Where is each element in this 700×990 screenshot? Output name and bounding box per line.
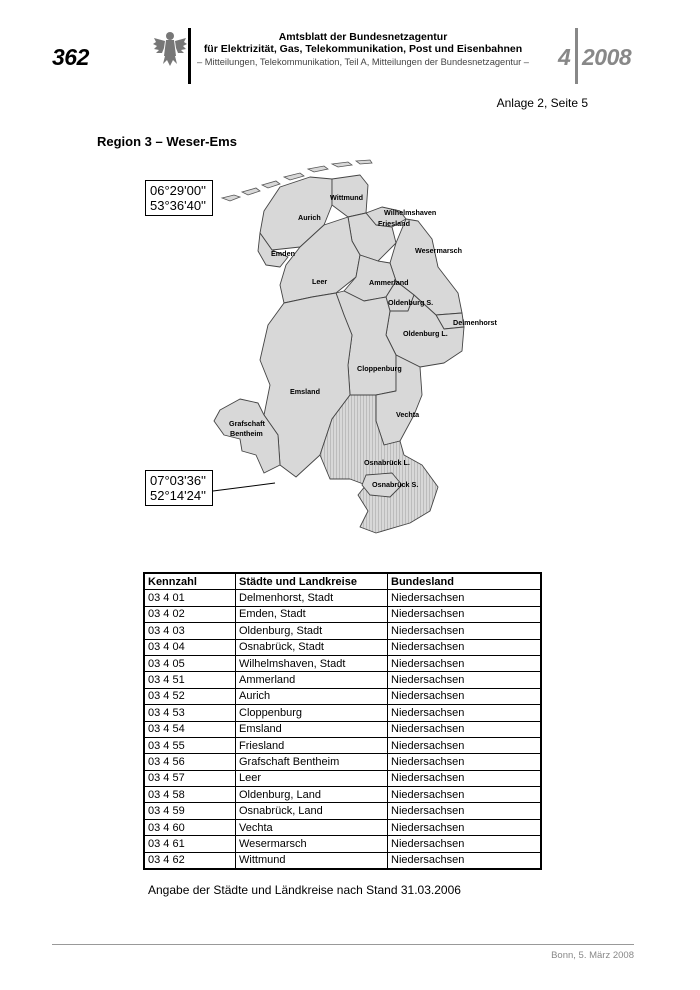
table-row — [144, 836, 541, 852]
cell-kennzahl: 03 4 61 — [144, 836, 236, 852]
table-row — [144, 688, 541, 704]
journal-title-line2: für Elektrizität, Gas, Telekommunikation, Post und Eisenbahnen — [203, 43, 523, 55]
map-label-wesermarsch: Wesermarsch — [415, 246, 463, 255]
cell-name: Osnabrück, Stadt — [236, 639, 388, 655]
cell-name: Leer — [236, 770, 388, 786]
cell-bundesland: Niedersachsen — [388, 655, 542, 671]
cell-name: Aurich — [236, 688, 388, 704]
map-label-friesland: Friesland — [378, 219, 410, 228]
cell-name: Friesland — [236, 737, 388, 753]
coordinate-box-northwest — [145, 180, 213, 216]
table-row — [144, 787, 541, 803]
header-staedte-landkreise: Städte und Landkreise — [236, 573, 388, 590]
federal-eagle-icon — [152, 26, 188, 70]
cell-name: Cloppenburg — [236, 705, 388, 721]
cell-bundesland: Niedersachsen — [388, 836, 542, 852]
journal-subtitle: – Mitteilungen, Telekommunikation, Teil A, Mitteilungen der Bundesnetzagentur – — [197, 57, 529, 67]
cell-bundesland: Niedersachsen — [388, 819, 542, 835]
cell-name: Vechta — [236, 819, 388, 835]
coordinate-nw-lat: 53°36'40'' — [150, 198, 207, 213]
table-header-row — [144, 573, 541, 590]
table-row — [144, 721, 541, 737]
header-divider — [188, 28, 191, 84]
cell-bundesland: Niedersachsen — [388, 688, 542, 704]
table-row — [144, 590, 541, 606]
cell-bundesland: Niedersachsen — [388, 754, 542, 770]
map-label-vechta: Vechta — [396, 410, 420, 419]
coordinate-se-lon: 07°03'36'' — [150, 473, 207, 488]
cell-kennzahl: 03 4 01 — [144, 590, 236, 606]
cell-kennzahl: 03 4 59 — [144, 803, 236, 819]
cell-kennzahl: 03 4 56 — [144, 754, 236, 770]
cell-bundesland: Niedersachsen — [388, 737, 542, 753]
cell-kennzahl: 03 4 02 — [144, 606, 236, 622]
cell-name: Wesermarsch — [236, 836, 388, 852]
cell-kennzahl: 03 4 55 — [144, 737, 236, 753]
header-kennzahl: Kennzahl — [144, 573, 236, 590]
cell-name: Oldenburg, Land — [236, 787, 388, 803]
cell-name: Wittmund — [236, 852, 388, 869]
cell-kennzahl: 03 4 62 — [144, 852, 236, 869]
cell-name: Grafschaft Bentheim — [236, 754, 388, 770]
map-label-osnabrueck-l: Osnabrück L. — [364, 458, 410, 467]
map-label-aurich: Aurich — [298, 213, 321, 222]
table-row — [144, 606, 541, 622]
cell-kennzahl: 03 4 51 — [144, 672, 236, 688]
map-label-delmenhorst: Delmenhorst — [453, 318, 497, 327]
cell-kennzahl: 03 4 58 — [144, 787, 236, 803]
map-label-osnabrueck-s: Osnabrück S. — [372, 480, 419, 489]
cell-kennzahl: 03 4 57 — [144, 770, 236, 786]
table-row — [144, 737, 541, 753]
cell-name: Emsland — [236, 721, 388, 737]
districts-table — [143, 572, 542, 870]
table-row — [144, 705, 541, 721]
cell-kennzahl: 03 4 05 — [144, 655, 236, 671]
header-bundesland: Bundesland — [388, 573, 542, 590]
map-label-grafschaft: Grafschaft — [229, 419, 265, 428]
cell-name: Delmenhorst, Stadt — [236, 590, 388, 606]
cell-kennzahl: 03 4 03 — [144, 623, 236, 639]
table-row — [144, 803, 541, 819]
cell-kennzahl: 03 4 04 — [144, 639, 236, 655]
footnote: Angabe der Städte und Ländkreise nach Stand 31.03.2006 — [148, 883, 461, 897]
cell-bundesland: Niedersachsen — [388, 852, 542, 869]
table-row — [144, 639, 541, 655]
cell-bundesland: Niedersachsen — [388, 803, 542, 819]
table-row — [144, 770, 541, 786]
map-label-wilhelmshaven: Wilhelmshaven — [384, 208, 437, 217]
cell-bundesland: Niedersachsen — [388, 590, 542, 606]
cell-name: Osnabrück, Land — [236, 803, 388, 819]
cell-kennzahl: 03 4 52 — [144, 688, 236, 704]
table-row — [144, 623, 541, 639]
cell-kennzahl: 03 4 60 — [144, 819, 236, 835]
cell-bundesland: Niedersachsen — [388, 705, 542, 721]
cell-bundesland: Niedersachsen — [388, 770, 542, 786]
cell-name: Ammerland — [236, 672, 388, 688]
coordinate-nw-lon: 06°29'00'' — [150, 183, 207, 198]
table-row — [144, 852, 541, 869]
map-label-oldenburg-l: Oldenburg L. — [403, 329, 448, 338]
map-label-emden: Emden — [271, 249, 295, 258]
table-row — [144, 655, 541, 671]
issue-divider — [575, 28, 578, 84]
cell-bundesland: Niedersachsen — [388, 639, 542, 655]
map-label-oldenburg-s: Oldenburg S. — [388, 298, 434, 307]
table-row — [144, 819, 541, 835]
cell-bundesland: Niedersachsen — [388, 623, 542, 639]
map-label-bentheim: Bentheim — [230, 429, 263, 438]
cell-bundesland: Niedersachsen — [388, 606, 542, 622]
coordinate-pointer-line — [213, 483, 275, 491]
page-number: 362 — [52, 44, 89, 70]
map-label-cloppenburg: Cloppenburg — [357, 364, 402, 373]
cell-bundesland: Niedersachsen — [388, 672, 542, 688]
coordinate-box-southeast — [145, 470, 213, 506]
table-row — [144, 672, 541, 688]
coordinate-se-lat: 52°14'24'' — [150, 488, 207, 503]
cell-bundesland: Niedersachsen — [388, 721, 542, 737]
region-map — [200, 155, 497, 545]
table-row — [144, 754, 541, 770]
map-label-emsland: Emsland — [290, 387, 320, 396]
cell-bundesland: Niedersachsen — [388, 787, 542, 803]
footer-date: Bonn, 5. März 2008 — [551, 950, 634, 961]
cell-name: Wilhelmshaven, Stadt — [236, 655, 388, 671]
cell-kennzahl: 03 4 54 — [144, 721, 236, 737]
journal-title-line1: Amtsblatt der Bundesnetzagentur — [278, 31, 448, 43]
cell-kennzahl: 03 4 53 — [144, 705, 236, 721]
map-label-ammerland: Ammerland — [369, 278, 409, 287]
issue-year: 2008 — [582, 44, 632, 70]
region-title: Region 3 – Weser-Ems — [97, 134, 237, 149]
issue-number: 4 — [558, 44, 571, 70]
table-body — [144, 590, 541, 869]
footer-divider — [52, 944, 634, 945]
cell-name: Emden, Stadt — [236, 606, 388, 622]
map-label-wittmund: Wittmund — [330, 193, 364, 202]
annex-reference: Anlage 2, Seite 5 — [496, 96, 588, 110]
cell-name: Oldenburg, Stadt — [236, 623, 388, 639]
map-label-leer: Leer — [312, 277, 328, 286]
